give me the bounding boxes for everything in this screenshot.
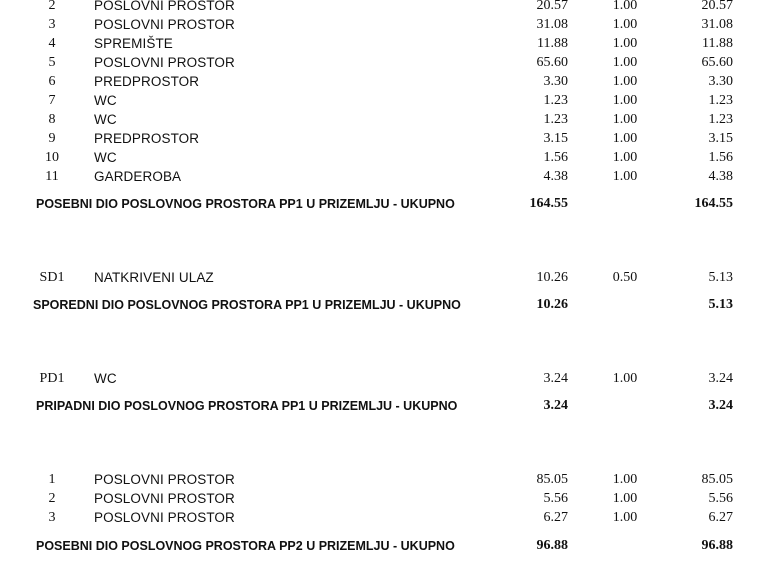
room-name: WC — [94, 150, 117, 165]
row-number: 2 — [48, 0, 56, 13]
room-net-area: 31.08 — [701, 17, 733, 32]
row-number: 6 — [48, 74, 56, 89]
section-total-row — [0, 396, 758, 416]
row-number: PD1 — [39, 371, 65, 386]
room-area: 4.38 — [543, 169, 568, 184]
room-name: GARDEROBA — [94, 169, 182, 184]
room-area: 11.88 — [537, 36, 568, 51]
section-total-label: PRIPADNI DIO POSLOVNOG PROSTORA PP1 U PRIZEMLJU - UKUPNO — [36, 399, 458, 413]
room-net-area: 3.30 — [708, 74, 733, 89]
section-total-net-area: 96.88 — [701, 538, 733, 553]
room-name: PREDPROSTOR — [94, 74, 200, 89]
table-row — [0, 148, 758, 167]
room-net-area: 20.57 — [701, 0, 733, 13]
room-coefficient: 1.00 — [612, 472, 638, 487]
section-total-label: SPOREDNI DIO POSLOVNOG PROSTORA PP1 U PRIZEMLJU - UKUPNO — [33, 298, 461, 312]
room-name: NATKRIVENI ULAZ — [94, 270, 214, 285]
row-number: 4 — [48, 36, 56, 51]
room-name: POSLOVNI PROSTOR — [94, 472, 235, 487]
section-total-area: 96.88 — [536, 538, 568, 553]
room-net-area: 6.27 — [708, 510, 733, 525]
row-number: 10 — [45, 150, 59, 165]
table-row — [0, 167, 758, 186]
room-net-area: 11.88 — [702, 36, 733, 51]
room-name: SPREMIŠTE — [94, 36, 173, 51]
table-row — [0, 72, 758, 91]
room-coefficient: 1.00 — [612, 371, 638, 386]
room-net-area: 3.24 — [708, 371, 733, 386]
room-net-area: 5.56 — [708, 491, 733, 506]
room-name: POSLOVNI PROSTOR — [94, 17, 235, 32]
room-name: POSLOVNI PROSTOR — [94, 510, 235, 525]
section-total-label: POSEBNI DIO POSLOVNOG PROSTORA PP2 U PRIZEMLJU - UKUPNO — [36, 539, 455, 553]
room-area: 20.57 — [536, 0, 568, 13]
room-area: 1.23 — [543, 93, 568, 108]
room-area: 31.08 — [536, 17, 568, 32]
room-area: 6.27 — [543, 510, 568, 525]
row-number: 7 — [48, 93, 56, 108]
table-row — [0, 369, 758, 388]
room-area: 3.24 — [543, 371, 568, 386]
table-row — [0, 0, 758, 15]
table-row — [0, 129, 758, 148]
section-total-row — [0, 295, 758, 315]
section-total-area: 164.55 — [529, 196, 568, 211]
room-name: POSLOVNI PROSTOR — [94, 55, 235, 70]
room-coefficient: 1.00 — [612, 131, 638, 146]
room-coefficient: 1.00 — [612, 510, 638, 525]
room-net-area: 1.23 — [708, 112, 733, 127]
room-area: 10.26 — [536, 270, 568, 285]
room-coefficient: 1.00 — [612, 93, 638, 108]
room-net-area: 1.56 — [708, 150, 733, 165]
room-name: POSLOVNI PROSTOR — [94, 0, 235, 13]
section-total-net-area: 3.24 — [708, 398, 733, 413]
room-coefficient: 1.00 — [612, 169, 638, 184]
section-total-row — [0, 194, 758, 214]
row-number: 11 — [45, 169, 59, 184]
room-coefficient: 1.00 — [612, 150, 638, 165]
room-name: WC — [94, 93, 117, 108]
room-coefficient: 1.00 — [612, 0, 638, 13]
room-area: 3.15 — [543, 131, 568, 146]
room-coefficient: 1.00 — [612, 491, 638, 506]
table-row — [0, 15, 758, 34]
room-name: WC — [94, 112, 117, 127]
row-number: 9 — [48, 131, 56, 146]
table-row — [0, 110, 758, 129]
table-row — [0, 53, 758, 72]
room-area: 5.56 — [543, 491, 568, 506]
room-net-area: 5.13 — [708, 270, 733, 285]
room-name: WC — [94, 371, 117, 386]
row-number: 3 — [48, 510, 56, 525]
table-row — [0, 34, 758, 53]
table-row — [0, 91, 758, 110]
section-total-label: POSEBNI DIO POSLOVNOG PROSTORA PP1 U PRIZEMLJU - UKUPNO — [36, 197, 455, 211]
section-total-area: 10.26 — [536, 297, 568, 312]
room-net-area: 4.38 — [708, 169, 733, 184]
room-coefficient: 1.00 — [612, 55, 638, 70]
section-total-net-area: 5.13 — [708, 297, 733, 312]
room-coefficient: 1.00 — [612, 74, 638, 89]
room-name: PREDPROSTOR — [94, 131, 200, 146]
room-net-area: 3.15 — [708, 131, 733, 146]
row-number: 8 — [48, 112, 56, 127]
room-coefficient: 1.00 — [612, 17, 638, 32]
room-coefficient: 1.00 — [612, 112, 638, 127]
room-coefficient: 1.00 — [612, 36, 638, 51]
table-row — [0, 470, 758, 489]
table-row — [0, 508, 758, 527]
row-number: 1 — [48, 472, 56, 487]
room-net-area: 65.60 — [701, 55, 733, 70]
room-area: 1.56 — [543, 150, 568, 165]
section-total-row — [0, 536, 758, 556]
room-coefficient: 0.50 — [612, 270, 638, 285]
room-area: 3.30 — [543, 74, 568, 89]
section-total-area: 3.24 — [543, 398, 568, 413]
row-number: 3 — [48, 17, 56, 32]
room-net-area: 1.23 — [708, 93, 733, 108]
room-area: 65.60 — [536, 55, 568, 70]
room-area: 85.05 — [536, 472, 568, 487]
row-number: SD1 — [39, 270, 65, 285]
table-row — [0, 268, 758, 287]
room-area: 1.23 — [543, 112, 568, 127]
row-number: 5 — [48, 55, 56, 70]
room-net-area: 85.05 — [701, 472, 733, 487]
room-name: POSLOVNI PROSTOR — [94, 491, 235, 506]
row-number: 2 — [48, 491, 56, 506]
section-total-net-area: 164.55 — [694, 196, 733, 211]
table-row — [0, 489, 758, 508]
